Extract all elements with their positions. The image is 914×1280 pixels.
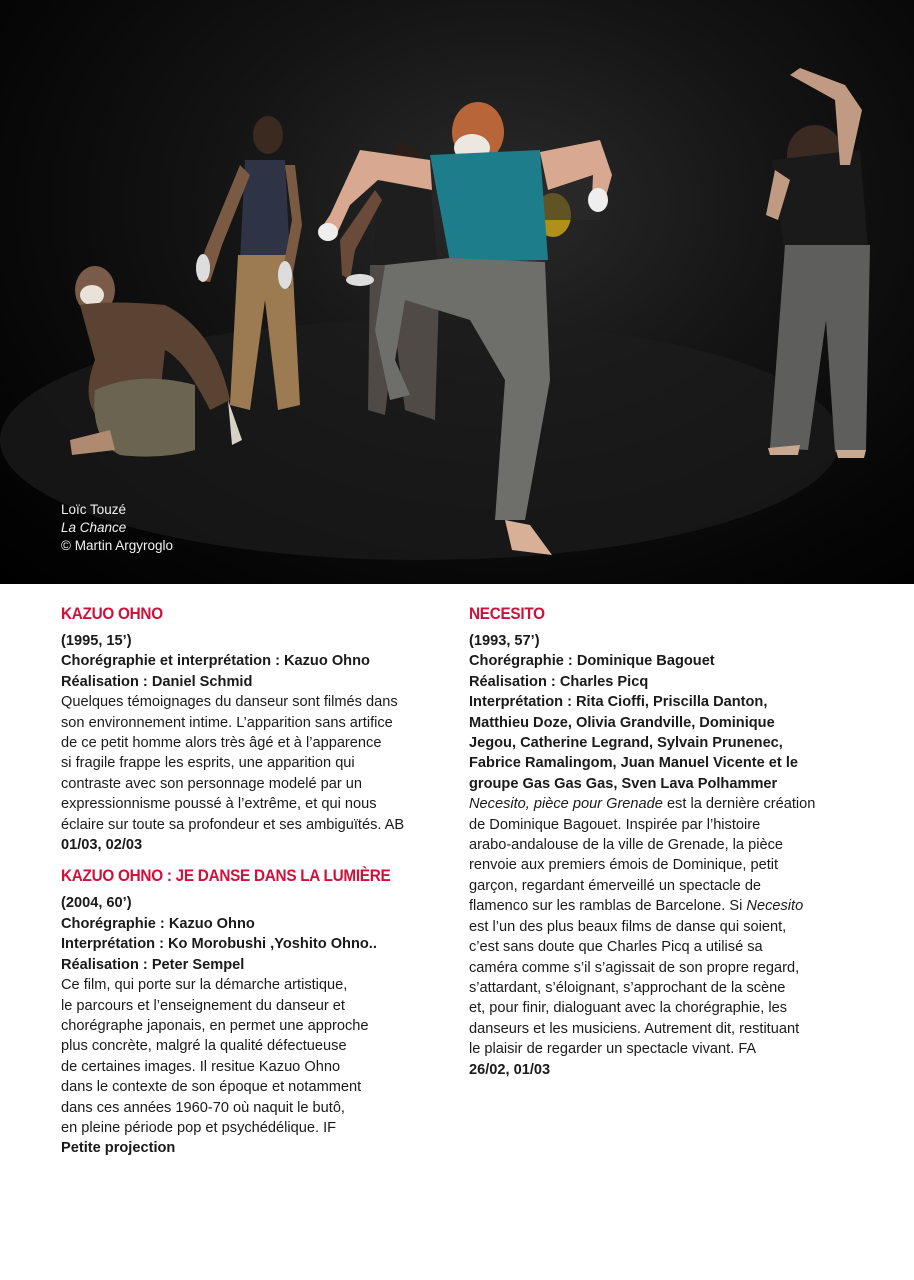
film-intro-title: Necesito, pièce pour Grenade xyxy=(469,796,663,813)
film-body-line: caméra comme s’il s’agissait de son propre regard, xyxy=(469,959,800,976)
film-body-line: s’attardant, s’éloignant, s’approchant de la scène xyxy=(469,979,786,996)
film-body-line: chorégraphe japonais, en permet une approche xyxy=(61,1017,369,1034)
film-credit: Réalisation : Peter Sempel xyxy=(61,956,245,973)
dancer-right xyxy=(766,68,870,458)
film-credit: Chorégraphie et interprétation : Kazuo Ohno xyxy=(61,653,370,670)
film-body-line: éclaire sur toute sa profondeur et ses ambiguïtés. AB xyxy=(61,816,405,833)
film-title: KAZUO OHNO : JE DANSE DANS LA LUMIÈRE xyxy=(61,866,391,886)
film-year: (2004, 60’) xyxy=(61,895,132,912)
film-body-line: contraste avec son personnage modelé par un xyxy=(61,775,362,792)
film-body-line: le parcours et l’enseignement du danseur et xyxy=(61,997,345,1014)
film-body-line: Ce film, qui porte sur la démarche artistique, xyxy=(61,977,348,994)
film-body-line: de certaines images. Il resitue Kazuo Ohno xyxy=(61,1058,341,1075)
dancers-illustration xyxy=(0,0,914,584)
film-intro-rest: est la dernière création xyxy=(662,796,816,813)
film-body-line: dans ces années 1960-70 où naquit le butô, xyxy=(61,1099,345,1116)
film-body-line: danseurs et les musiciens. Autrement dit, restituant xyxy=(469,1020,800,1037)
film-body-line: arabo-andalouse de la ville de Grenade, la pièce xyxy=(469,837,783,854)
caption-title: La Chance xyxy=(61,520,127,535)
film-body-line: en pleine période pop et psychédélique. IF xyxy=(61,1119,337,1136)
dance-photo xyxy=(0,0,914,584)
left-column xyxy=(61,603,441,1159)
film-credit: Chorégraphie : Dominique Bagouet xyxy=(469,653,715,670)
film-body-text: flamenco sur les ramblas de Barcelone. Si xyxy=(469,898,747,915)
film-credit: Réalisation : Daniel Schmid xyxy=(61,673,253,690)
film-title: KAZUO OHNO xyxy=(61,604,163,623)
film-body-line: de Dominique Bagouet. Inspirée par l’histoire xyxy=(469,816,761,833)
film-body-line: plus concrète, malgré la qualité défectueuse xyxy=(61,1038,347,1055)
film-credit: Fabrice Ramalingom, Juan Manuel Vicente et le xyxy=(469,755,799,772)
film-entry-necesito xyxy=(469,603,849,1080)
film-body-line: si fragile frappe les esprits, une apparition qui xyxy=(61,755,355,772)
film-year: (1995, 15’) xyxy=(61,633,132,649)
film-body-italic: Necesito xyxy=(746,898,804,915)
film-body-line: est l’un des plus beaux films de danse qui soient, xyxy=(469,918,787,935)
film-credit: Interprétation : Ko Morobushi ,Yoshito Ohno.. xyxy=(61,936,377,953)
film-credit: Réalisation : Charles Picq xyxy=(469,673,649,690)
caption-artist: Loïc Touzé xyxy=(61,502,127,517)
film-credit: Chorégraphie : Kazuo Ohno xyxy=(61,915,255,932)
film-body-line: renvoie aux premiers émois de Dominique, petit xyxy=(469,857,779,874)
film-body-line: c’est sans doute que Charles Picq a utilisé sa xyxy=(469,939,763,956)
right-column xyxy=(469,603,849,1080)
film-body-line xyxy=(469,896,849,916)
film-title: NECESITO xyxy=(469,604,545,623)
photo-caption xyxy=(61,501,173,555)
film-credit: Jegou, Catherine Legrand, Sylvain Prunenec, xyxy=(469,735,783,752)
film-body-line: Quelques témoignages du danseur sont filmés dans xyxy=(61,694,398,711)
film-body-line: de ce petit homme alors très âgé et à l’apparence xyxy=(61,735,382,752)
film-entry-kazuo-ohno xyxy=(61,603,441,855)
film-body-line xyxy=(469,794,849,814)
film-dates: 26/02, 01/03 xyxy=(469,1061,551,1078)
film-year: (1993, 57’) xyxy=(469,633,540,649)
film-credit: Matthieu Doze, Olivia Grandville, Dominique xyxy=(469,714,775,731)
film-credit: Interprétation : Rita Cioffi, Priscilla Danton, xyxy=(469,694,768,711)
film-dates: 01/03, 02/03 xyxy=(61,837,143,854)
film-entry-je-danse xyxy=(61,865,441,1158)
film-note: Petite projection xyxy=(61,1140,176,1157)
film-body-line: et, pour finir, dialoguant avec la chorégraphie, les xyxy=(469,1000,788,1017)
film-credit: groupe Gas Gas Gas, Sven Lava Polhammer xyxy=(469,775,778,792)
film-body-line: dans le contexte de son époque et notamment xyxy=(61,1079,362,1096)
caption-credit: © Martin Argyroglo xyxy=(61,538,173,553)
film-body-line: expressionnisme poussé à l’extrême, et qui nous xyxy=(61,796,377,813)
film-body-line: le plaisir de regarder un spectacle vivant. FA xyxy=(469,1041,757,1058)
film-body-line: garçon, regardant émerveillé un spectacle de xyxy=(469,877,762,894)
film-body-line: son environnement intime. L’apparition sans artifice xyxy=(61,714,393,731)
